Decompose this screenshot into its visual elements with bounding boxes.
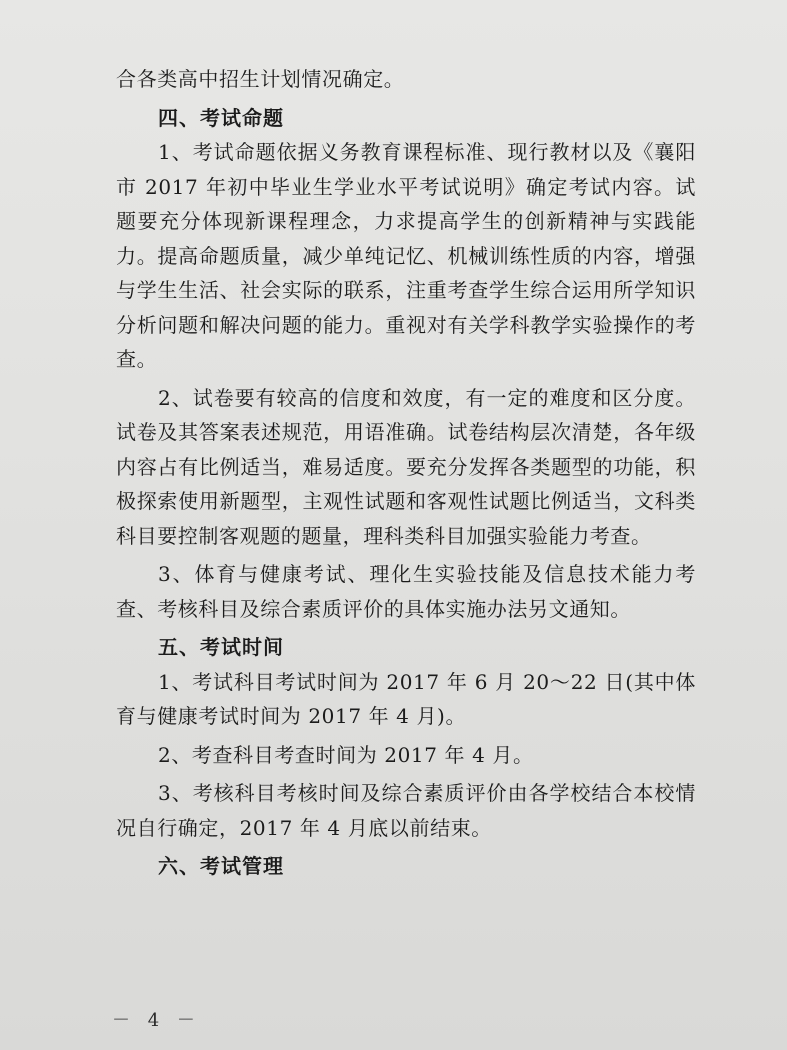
document-body (116, 62, 696, 884)
section-heading-exam-management: 六、考试管理 (158, 854, 284, 878)
paragraph-paper-quality: 2、试卷要有较高的信度和效度，有一定的难度和区分度。试卷及其答案表述规范，用语准确。试卷结构层次清楚，各年级内容占有比例适当，难易适度。要充分发挥各类题型的功能，积极探索使用新题型，主观性试题和客观性试题比例适当，文科类科目要控制客观题的题量，理科类科目加强实验能力考查。 (116, 385, 696, 548)
section-heading-exam-time: 五、考试时间 (158, 635, 284, 659)
page-number: － 4 － (112, 1010, 201, 1031)
section-heading-exam-questions: 四、考试命题 (158, 105, 284, 130)
paragraph-assessment-time: 3、考核科目考核时间及综合素质评价由各学校结合本校情况自行确定，2017 年 4 月底以前结束。 (116, 781, 696, 840)
paragraph-question-basis: 1、考试命题依据义务教育课程标准、现行教材以及《襄阳市 2017 年初中毕业生学业水平考试说明》确定考试内容。试题要充分体现新课程理念，力求提高学生的创新精神与实践能力。提高命题质量，减少单纯记忆、机械训练性质的内容，增强与学生生活、社会实际的联系，注重考查学生综合运用所学知识分析问题和解决问题的能力。重视对有关学科教学实验操作的考查。 (116, 140, 696, 371)
paragraph-other-assessments: 3、体育与健康考试、理化生实验技能及信息技术能力考查、考核科目及综合素质评价的具体实施办法另文通知。 (116, 562, 696, 621)
continuation-line: 合各类高中招生计划情况确定。 (116, 67, 405, 91)
paragraph-exam-subject-time: 1、考试科目考试时间为 2017 年 6 月 20～22 日(其中体育与健康考试时间为 2017 年 4 月)。 (116, 669, 696, 728)
paragraph-check-subject-time: 2、考查科目考查时间为 2017 年 4 月。 (158, 742, 534, 767)
